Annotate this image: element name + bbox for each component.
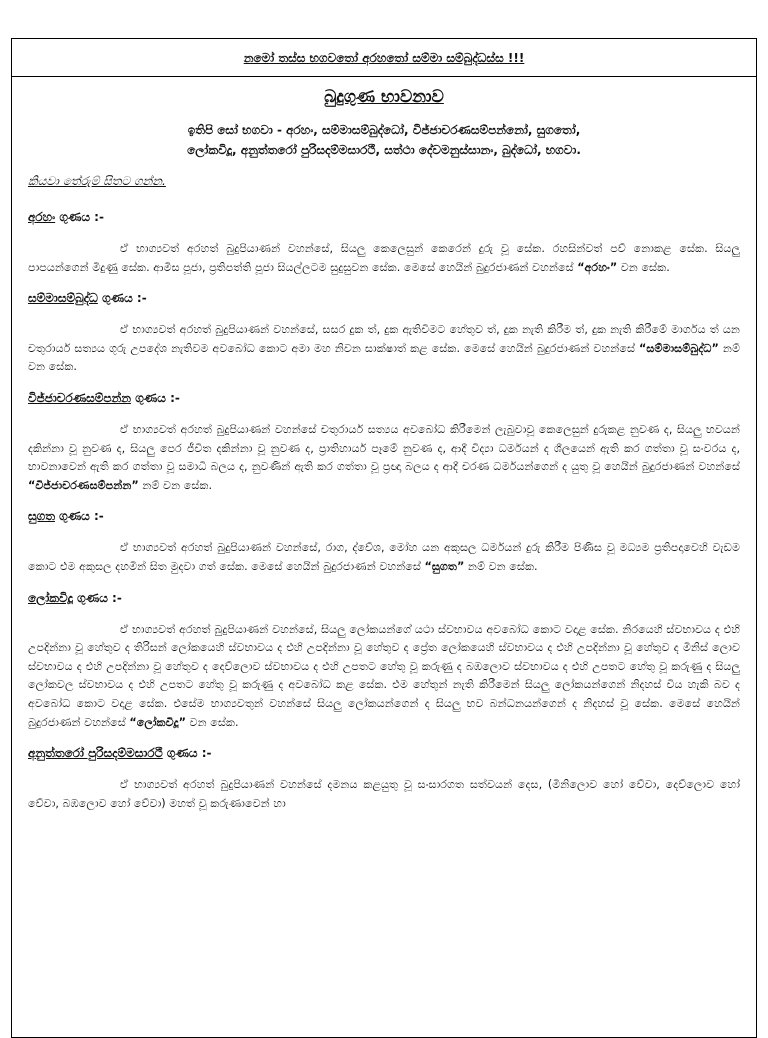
section-suffix: ගුණය :- (55, 210, 104, 224)
section-heading (28, 589, 740, 607)
section-name: සම්මාසම්බුද්ධ (28, 291, 98, 306)
section-suffix: ගුණය :- (72, 590, 122, 605)
section-arahan (28, 208, 740, 277)
section-name: විජ්ජාචරණසම්පන්න (28, 390, 132, 405)
section-sammasambuddha (28, 289, 740, 377)
epithet: “විජ්ජාචරණසම්පන්න” (28, 478, 139, 492)
section-body: ඒ භාග්‍යවත් අරහත් බුදුපියාණන් වහන්සේ චතුරාර්ය සත්‍යය අවබෝධ කිරීමෙන් ලැබුවාවූ කෙලෙසුන් දුරුකළ නුවණ ද, සියලු භවයන් දකින්නා වූ නුවණ ද, සියලු පෙර ජීවිත දකින්නා වූ නුවණ ද, ප්‍රාතිහාර්ය පෑමේ නුවණ ද, ආදී විද්‍යා ධර්මයන් ද ශීලයෙන් ඇති කර ගත්තා වූ සංවරය ද, භාවනාවෙන් ඇති කර ගත්තා වූ සමාධි බලය ද, නුවණින් ඇති කර ගත්තා වූ ප්‍රඥා බලය ද ආදී චරණ ධර්මයන්ගෙන් ද යුතු වූ හෙයින් බුදුරජාණන් වහන්සේ “විජ්ජාචරණසම්පන්න” නම් වන සේක. (28, 422, 741, 492)
section-suffix: ගුණය :- (162, 746, 212, 761)
document-content (28, 40, 740, 825)
section-suffix: ගුණය :- (131, 390, 180, 405)
verse-line-1: ඉතිපි සෝ භගවා - අරහං, සම්මාසම්බුද්ධෝ, විජ්ජාචරණසම්පන්නෝ, සුගතෝ, (187, 123, 581, 137)
section-name: අනුත්තරෝ පුරිසදම්මසාරථී (28, 746, 163, 761)
verse-block (28, 120, 740, 160)
epithet: “අරහං” (577, 260, 618, 274)
page-title: බුදුගුණ භාවනාව (324, 87, 444, 107)
epithet: “ලෝකවිදූ” (129, 715, 186, 729)
section-body: ඒ භාග්‍යවත් අරහත් බුදුපියාණන් වහන්සේ, සියලු ලෝකයන්ගේ යථා ස්වභාවය අවබෝධ කොට වදාළ සේක. නිරයෙහි ස්වභාවය ද එහි උපදින්නා වූ හේතුව ද තිරිසන් ලෝකයෙහි ස්වභාවය ද එහි උපදින්නා වූ හේතුව ද ප්‍රේත ලෝකයෙහි ස්වභාවය ද එහි උපදින්නා වූ හේතුව ද මිනිස් ලොව ස්වභාවය ද එහි උපදින්නා වූ හේතුව ද දෙව්ලොව ස්වභාවය ද එහි උපතට හේතු වූ කරුණු ද බඹලොව ස්වභාවය ද එහි උපතට හේතු වූ කරුණු ද සියලු ලෝකවල ස්වභාවය ද එහි උපතට හේතු වූ කරුණු ද අවබෝධ කළ සේක. එම හේතුන් නැති කිරීමෙන් සියලු ලෝකයන්ගෙන් නිදහස් විය හැකි බව ද අවබෝධ කොට වදාළ සේක. එසේම භාග්‍යවතුන් වහන්සේ සියලු ලෝකයන්ගෙන් ද සියලු භව බන්ධනයන්ගෙන් ද නිදහස් වූ සේක. මෙසේ හෙයින් බුදුරජාණන් වහන්සේ “ලෝකවිදූ” වන සේක. (28, 622, 740, 729)
section-name: සුගත (28, 509, 55, 524)
section-body: ඒ භාග්‍යවත් අරහත් බුදුපියාණන් වහන්සේ, සසර දුක ත්, දුක ඇතිවීමට හේතුව ත්, දුක නැති කිරීම ත්, දුක නැති කිරීමේ මාර්ගය ත් යන චතුරාර්ය සත්‍යය ගුරු උපදේශ නැතිවම අවබෝධ කොට අමා මහ නිවන සාක්ෂාත් කළ සේක. මෙසේ හෙයින් බුදුරජාණන් වහන්සේ “සම්මාසම්බුද්ධ” නම් වන සේක. (28, 323, 741, 374)
section-heading (28, 507, 740, 525)
section-suffix: ගුණය :- (54, 509, 104, 524)
section-name: අරහං (28, 210, 56, 224)
section-body: ඒ භාග්‍යවත් අරහත් බුදුපියාණන් වහන්සේ, සියලු කෙලෙසුන් කෙරෙන් දුරු වූ සේක. රහසින්වත් පව් නොකළ සේක. සියලු පාපයන්ගෙන් මිදුණු සේක. ආමිස පූජා, ප්‍රතිපත්ති පූජා සියල්ලටම සුදුසුවන සේක. මෙසේ හෙයින් බුදුරජාණන් වහන්සේ “අරහං” වන සේක. (28, 242, 740, 274)
section-anuttaro (28, 744, 740, 813)
section-body: ඒ භාග්‍යවත් අරහත් බුදුපියාණන් වහන්සේ, රාග, ද්වේශ, මෝහ යන අකුසල ධර්මයන් දුරු කිරීම පිණිස වූ මධ්‍යම ප්‍රතිපදාවෙහි වැඩම කොට එම අකුසල දහමින් සිත මුදවා ගත් සේක. මෙසේ හෙයින් බුදුරජාණන් වහන්සේ “සුගත” නම් වන සේක. (28, 541, 740, 573)
section-heading (28, 208, 740, 226)
section-suffix: ගුණය :- (97, 291, 147, 306)
epithet: “සම්මාසම්බුද්ධ” (639, 341, 719, 355)
invocation-line: නමෝ තස්ස භගවතෝ අරහතෝ සම්මා සම්බුද්ධස්ස !!! (243, 51, 525, 65)
section-sugata (28, 507, 740, 576)
section-name: ලෝකවිදූ (28, 590, 73, 605)
section-vijjacharana (28, 389, 740, 495)
instruction-text: කියවා තේරුම් සිතට ගන්න. (28, 174, 166, 188)
section-lokavidu (28, 589, 740, 733)
section-heading (28, 289, 740, 307)
verse-line-2: ලෝකවිදූ, අනුත්තරෝ පුරිසදම්මසාරථී, සත්ථා දේවමනුස්සානං, බුද්ධෝ, භගවා. (187, 143, 581, 157)
epithet: “සුගත” (424, 559, 465, 573)
section-body: ඒ භාග්‍යවත් අරහත් බුදුපියාණන් වහන්සේ දමනය කළයුතු වූ සංසාරගත සත්වයන් දෙස, (මිනිලොව හෝ වේවා, දෙව්ලොව හෝ වේවා, බඹලොව හෝ වේවා) මහත් වූ කරුණාවෙන් හා (28, 778, 740, 810)
section-heading (28, 744, 740, 762)
section-heading (28, 389, 740, 407)
